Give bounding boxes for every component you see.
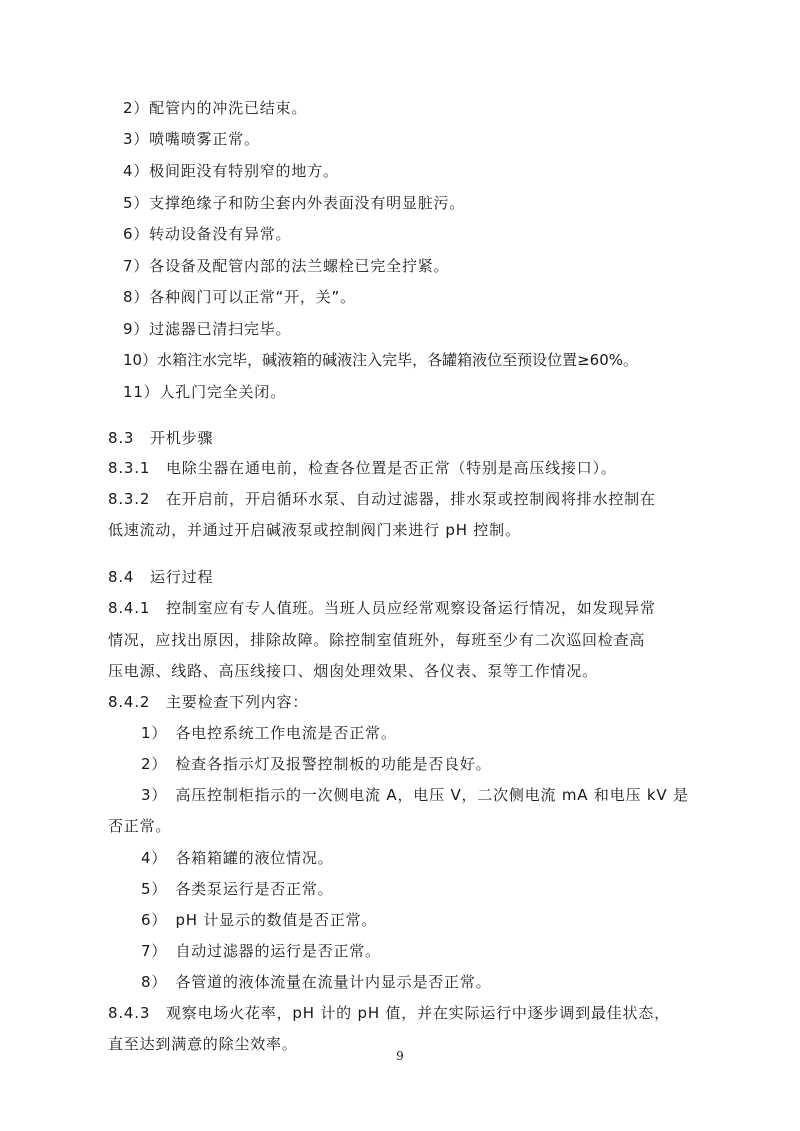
checklist-item-8: 8）各种阀门可以正常“开，关”。 [123, 288, 356, 306]
section-8-4-1-line-2: 情况，应找出原因，排除故障。除控制室值班外，每班至少有二次巡回检查高 [108, 631, 646, 649]
section-8-4-3-line-1: 8.4.3 观察电场火花率，pH 计的 pH 值，并在实际运行中逐步调到最佳状态， [108, 1004, 670, 1022]
checklist-item-10: 10）水箱注水完毕，碱液箱的碱液注入完毕，各罐箱液位至预设位置≥60%。 [123, 351, 638, 369]
check-item-7: 7） 自动过滤器的运行是否正常。 [141, 942, 381, 960]
section-8-4-2: 8.4.2 主要检查下列内容： [108, 693, 309, 711]
check-item-6: 6） pH 计显示的数值是否正常。 [141, 911, 378, 929]
check-item-5: 5） 各类泵运行是否正常。 [141, 880, 334, 898]
page-number: 9 [396, 1049, 404, 1063]
section-8-3-heading: 8.3 开机步骤 [108, 429, 214, 447]
checklist-item-7: 7）各设备及配管内部的法兰螺栓已完全拧紧。 [123, 257, 450, 275]
section-8-3-2-line-1: 8.3.2 在开启前，开启循环水泵、自动过滤器，排水泵或控制阀将排水控制在 [108, 490, 656, 508]
checklist-item-4: 4）极间距没有特别窄的地方。 [123, 162, 339, 180]
section-8-4-heading: 8.4 运行过程 [108, 568, 214, 586]
check-item-3-line-2: 否正常。 [108, 817, 172, 835]
checklist-item-2: 2）配管内的冲洗已结束。 [123, 99, 308, 117]
checklist-item-9: 9）过滤器已清扫完毕。 [123, 320, 292, 338]
checklist-item-11: 11）人孔门完全关闭。 [123, 383, 286, 401]
checklist-item-3: 3）喷嘴喷雾正常。 [123, 130, 260, 148]
checklist-item-6: 6）转动设备没有异常。 [123, 225, 292, 243]
check-item-8: 8） 各管道的液体流量在流量计内显示是否正常。 [141, 973, 492, 991]
section-8-4-1-line-3: 压电源、线路、高压线接口、烟囱处理效果、各仪表、泵等工作情况。 [108, 662, 598, 680]
check-item-3-line-1: 3） 高压控制柜指示的一次侧电流 A，电压 V，二次侧电流 mA 和电压 kV 是 [141, 786, 689, 804]
check-item-4: 4） 各箱箱罐的液位情况。 [141, 849, 334, 867]
checklist-item-5: 5）支撑绝缘子和防尘套内外表面没有明显脏污。 [123, 194, 466, 212]
section-8-3-2-line-2: 低速流动，并通过开启碱液泵或控制阀门来进行 pH 控制。 [108, 521, 521, 539]
section-8-4-1-line-1: 8.4.1 控制室应有专人值班。当班人员应经常观察设备运行情况，如发现异常 [108, 599, 656, 617]
section-8-3-1: 8.3.1 电除尘器在通电前，检查各位置是否正常（特别是高压线接口）。 [108, 459, 617, 477]
check-item-2: 2） 检查各指示灯及报警控制板的功能是否良好。 [141, 755, 492, 773]
section-8-4-3-line-2: 直至达到满意的除尘效率。 [108, 1035, 298, 1053]
check-item-1: 1） 各电控系统工作电流是否正常。 [141, 724, 397, 742]
